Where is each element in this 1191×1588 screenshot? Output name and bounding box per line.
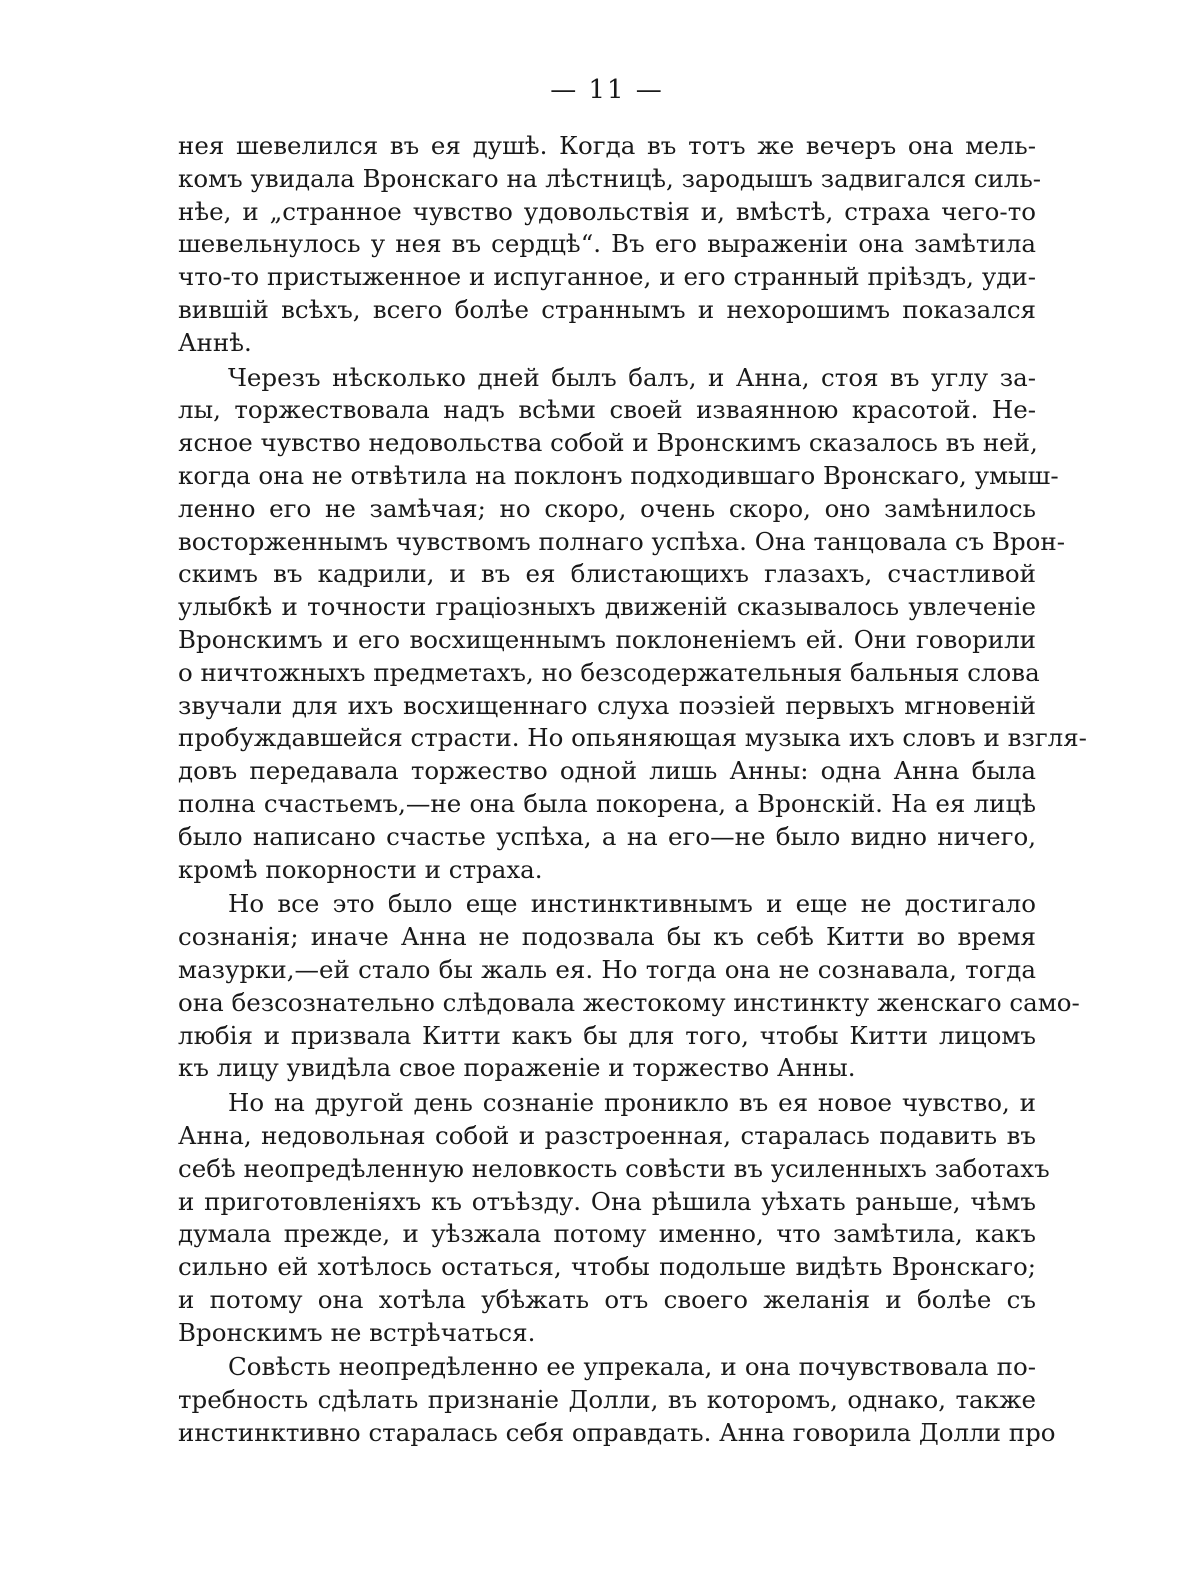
text-line: сильно ей хотѣлось остаться, чтобы подольше видѣть Вронскаго; — [178, 1252, 1036, 1282]
text-line: что-то пристыженное и испуганное, и его странный пріѣздъ, уди- — [178, 262, 1036, 292]
text-line: о ничтожныхъ предметахъ, но безсодержательныя бальныя слова — [178, 657, 1040, 687]
page-body-text — [178, 130, 1087, 1450]
text-line: было написано счастье успѣха, а на его—не было видно ничего, — [178, 821, 1036, 851]
text-line: пробуждавшейся страсти. Но опьяняющая музыка ихъ словъ и взгля- — [178, 723, 1087, 753]
text-line: нѣе, и „странное чувство удовольствія и, вмѣстѣ, страха чего-то — [178, 196, 1036, 226]
text-line: вившій всѣхъ, всего болѣе страннымъ и нехорошимъ показался — [178, 294, 1036, 324]
text-line: Но на другой день сознаніе проникло въ ея новое чувство, и — [228, 1088, 1036, 1118]
text-line: думала прежде, и уѣзжала потому именно, что замѣтила, какъ — [178, 1219, 1036, 1249]
text-line: восторженнымъ чувствомъ полнаго успѣха. Она танцовала съ Врон- — [178, 526, 1066, 556]
text-line: комъ увидала Вронскаго на лѣстницѣ, зародышъ задвигался силь- — [178, 163, 1042, 193]
text-line: улыбкѣ и точности граціозныхъ движеній сказывалось увлеченіе — [178, 592, 1036, 622]
text-line: мазурки,—ей стало бы жаль ея. Но тогда она не сознавала, тогда — [178, 954, 1036, 984]
text-line: полна счастьемъ,—не она была покорена, а Вронскій. На ея лицѣ — [178, 788, 1036, 818]
text-line: любія и призвала Китти какъ бы для того, чтобы Китти лицомъ — [178, 1020, 1036, 1050]
book-page — [178, 70, 1087, 1450]
text-line: Анна, недовольная собой и разстроенная, старалась подавить въ — [178, 1120, 1036, 1150]
text-line: сознанія; иначе Анна не подозвала бы къ себѣ Китти во время — [178, 922, 1036, 952]
text-line: себѣ неопредѣленную неловкость совѣсти въ усиленныхъ заботахъ — [178, 1153, 1050, 1183]
text-line: инстинктивно старалась себя оправдать. Анна говорила Долли про — [178, 1418, 1056, 1448]
text-line: Черезъ нѣсколько дней былъ балъ, и Анна, стоя въ углу за- — [228, 362, 1036, 392]
text-line: Аннѣ. — [178, 327, 252, 357]
paragraph — [178, 130, 1042, 360]
text-line: Вронскимъ не встрѣчаться. — [178, 1317, 536, 1347]
text-line: довъ передавала торжество одной лишь Анны: одна Анна была — [178, 756, 1036, 786]
text-line: лы, торжествовала надъ всѣми своей изваянною красотой. Не- — [178, 395, 1036, 425]
paragraph — [178, 362, 1087, 887]
text-line: кромѣ покорности и страха. — [178, 854, 543, 884]
text-line: ясное чувство недовольства собой и Вронскимъ сказалось въ ней, — [178, 428, 1038, 458]
page-number: — 11 — — [550, 75, 664, 105]
paragraph — [178, 888, 1080, 1085]
text-line: когда она не отвѣтила на поклонъ подходившаго Вронскаго, умыш- — [178, 460, 1059, 490]
text-line: она безсознательно слѣдовала жестокому инстинкту женскаго само- — [178, 987, 1080, 1017]
paragraph — [178, 1351, 1056, 1449]
text-line: Но все это было еще инстинктивнымъ и еще не достигало — [228, 889, 1036, 919]
paragraph — [178, 1087, 1050, 1349]
text-line: и потому она хотѣла убѣжать отъ своего желанія и болѣе съ — [178, 1284, 1036, 1314]
text-line: требность сдѣлать признаніе Долли, въ которомъ, однако, также — [178, 1385, 1036, 1415]
text-line: Вронскимъ и его восхищеннымъ поклоненіемъ ей. Они говорили — [178, 624, 1036, 654]
text-line: и приготовленіяхъ къ отъѣзду. Она рѣшила уѣхать раньше, чѣмъ — [178, 1186, 1036, 1216]
text-line: ленно его не замѣчая; но скоро, очень скоро, оно замѣнилось — [178, 493, 1036, 523]
text-line: шевельнулось у нея въ сердцѣ“. Въ его выраженіи она замѣтила — [178, 229, 1036, 259]
text-line: къ лицу увидѣла свое пораженіе и торжество Анны. — [178, 1053, 856, 1083]
text-line: Совѣсть неопредѣленно ее упрекала, и она почувствовала по- — [228, 1352, 1036, 1382]
text-line: нея шевелился въ ея душѣ. Когда въ тотъ же вечеръ она мель- — [178, 131, 1036, 160]
text-line: скимъ въ кадрили, и въ ея блистающихъ глазахъ, счастливой — [178, 559, 1036, 589]
text-line: звучали для ихъ восхищеннаго слуха поэзіей первыхъ мгновеній — [178, 690, 1036, 720]
